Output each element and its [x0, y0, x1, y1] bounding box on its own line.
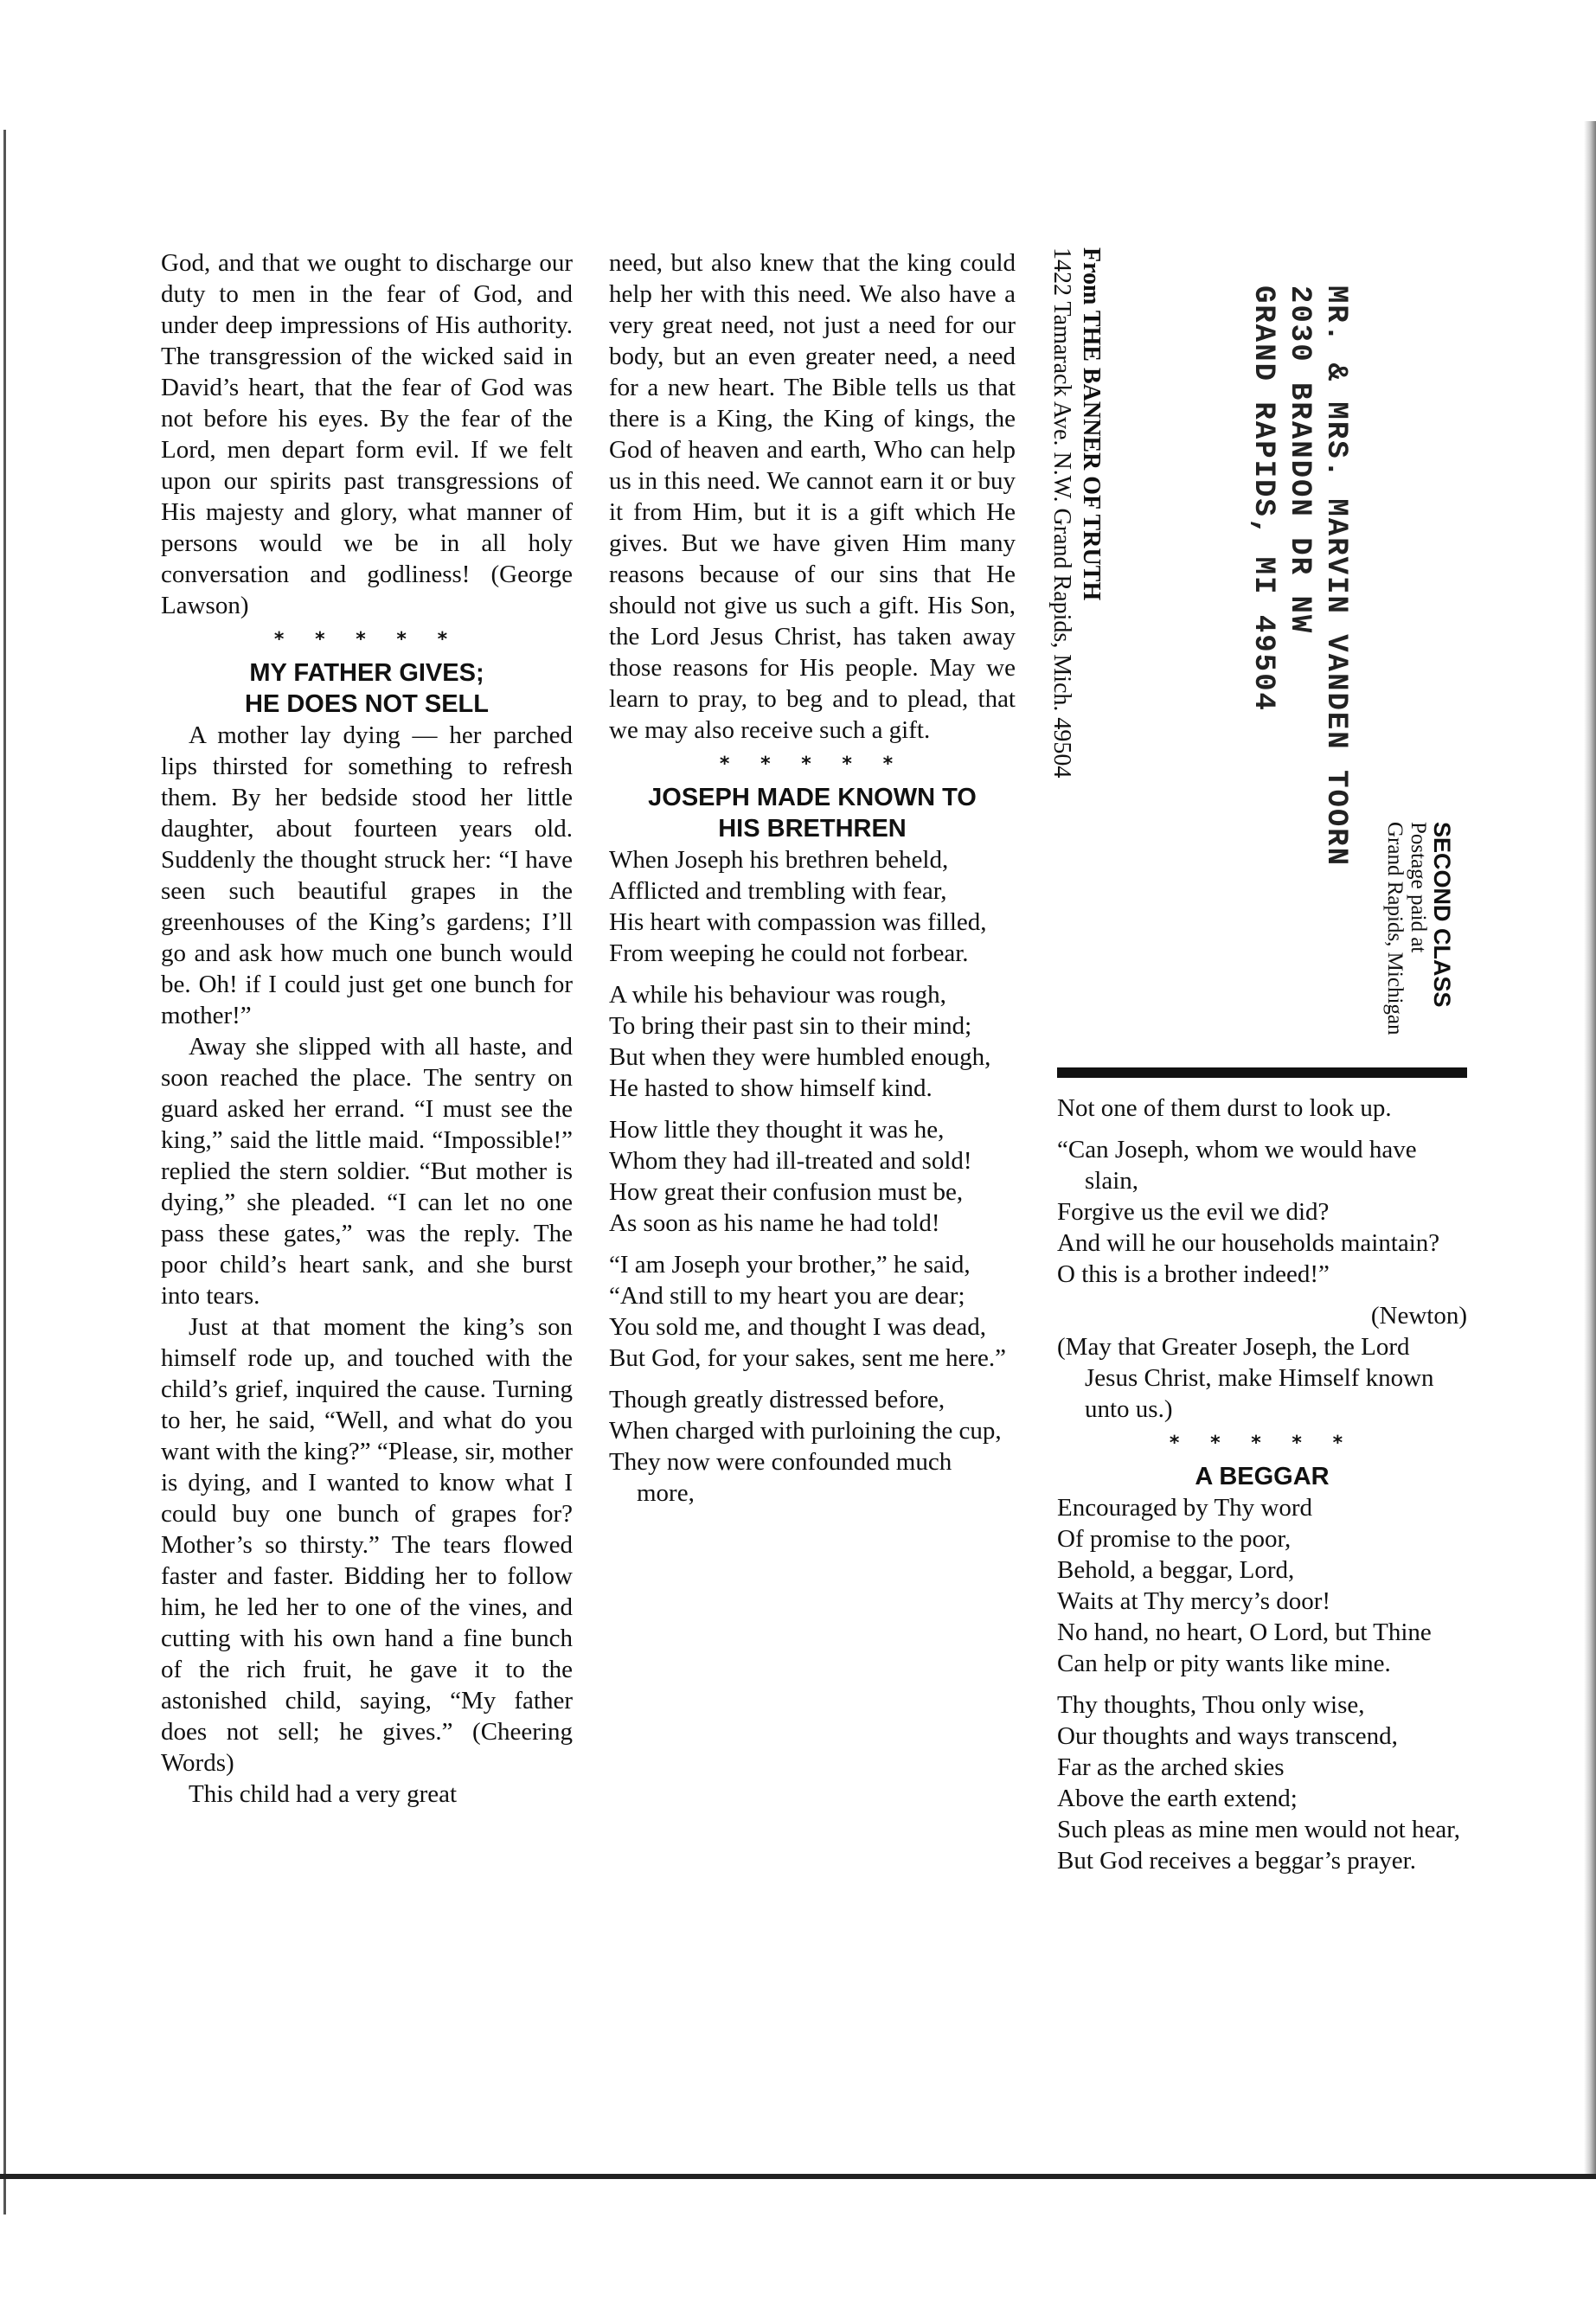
poem-line: Our thoughts and ways transcend, — [1057, 1722, 1398, 1750]
poem-line: Though greatly distressed before, — [609, 1386, 945, 1413]
lawson-paragraph: God, and that we ought to discharge our duty to men in the fear of God, and under deep impressions of His authority. The transgression of the wicked said in David’s heart, that the fear of God was not before his eyes. By the fear of the Lord, men depart form evil. If we felt upon our spirits past transgressions of His majesty and glory, what manner of persons would we be in all holy conversation and godliness! (George Lawson) — [161, 249, 573, 619]
poem-line: But when they were humbled enough, — [609, 1043, 991, 1071]
poem-line: Above the earth extend; — [1057, 1785, 1298, 1812]
poem-line: Can help or pity wants like mine. — [1057, 1650, 1391, 1677]
editorial-note — [1057, 1331, 1467, 1425]
mailing-recipient-label — [1245, 285, 1354, 867]
recipient-street: 2030 BRANDON DR NW — [1283, 285, 1316, 635]
story-paragraph: A mother lay dying — her parched lips thirsted for something to refresh them. By her bedside stood her little daughter, about fourteen years old. Suddenly the thought struck her: “I have seen such beautiful grapes in the greenhouses of the King’s gardens; I’ll go and ask how much one bunch would be. Oh! if I could just get one bunch for mother!” — [161, 721, 573, 1029]
heading-line-1: MY FATHER GIVES; — [249, 659, 484, 687]
story-paragraph: This child had a very great — [189, 1780, 458, 1808]
poem-stanza — [609, 1384, 1016, 1509]
poem-line: Thy thoughts, Thou only wise, — [1057, 1691, 1365, 1719]
postage-indicia — [1383, 822, 1453, 1035]
poem-line: Whom they had ill-treated and sold! — [609, 1147, 972, 1175]
recipient-name: MR. & MRS. MARVIN VANDEN TOORN — [1319, 285, 1352, 868]
poem-line: “I am Joseph your brother,” he said, — [609, 1251, 971, 1279]
poem-attribution: (Newton) — [1370, 1302, 1467, 1330]
story-paragraph: Just at that moment the king’s son himself rode up, and touched with the child’s grief, inquired the cause. Turning to her, he said, “Well, and what do you want with the king?” “Please, sir, mother is dying, and I wanted to know what I could buy one bunch of grapes for? Mother’s so thirsty.” The tears flowed faster and faster. Bidding her to follow him, he led her to one of the vines, and cutting with his own hand a fine bunch of the rich fruit, he gave it to the astonished child, saying, “My father does not sell; he gives.” (Cheering Words) — [161, 1313, 573, 1777]
poem-line: Behold, a beggar, Lord, — [1057, 1556, 1295, 1584]
postage-class: SECOND CLASS — [1429, 822, 1455, 1008]
poem-line: They now were confounded much more, — [609, 1448, 952, 1507]
poem-line: O this is a brother indeed!” — [1057, 1260, 1330, 1288]
heading-line-1: JOSEPH MADE KNOWN TO — [648, 784, 977, 811]
poem-line: “Can Joseph, whom we would have slain, — [1057, 1136, 1417, 1195]
poem-line: Afflicted and trembling with fear, — [609, 877, 947, 905]
page-left-edge — [3, 130, 6, 2214]
poem-line: From weeping he could not forbear. — [609, 939, 969, 967]
postage-line: Postage paid at — [1407, 822, 1430, 953]
poem-line: But God, for your sakes, sent me here.” — [609, 1344, 1007, 1372]
heading-joseph — [609, 782, 1016, 844]
column-middle — [609, 247, 1016, 1519]
section-divider-stars: * * * * * — [1169, 1433, 1356, 1454]
recipient-city: GRAND RAPIDS, MI 49504 — [1247, 285, 1279, 712]
poem-stanza — [1057, 1134, 1467, 1290]
column-right — [1057, 1093, 1467, 1887]
poem-line: When Joseph his brethren beheld, — [609, 846, 949, 874]
postage-city: Grand Rapids, Michigan — [1383, 822, 1407, 1035]
poem-line: Not one of them durst to look up. — [1057, 1094, 1392, 1122]
scan-margin-top — [0, 0, 1596, 121]
poem-stanza — [609, 1249, 1016, 1374]
poem-stanza — [609, 979, 1016, 1104]
poem-line: When charged with purloining the cup, — [609, 1417, 1002, 1445]
poem-line: A while his behaviour was rough, — [609, 981, 946, 1009]
poem-stanza — [609, 844, 1016, 969]
section-divider-stars: * * * * * — [273, 629, 460, 651]
poem-line: “And still to my heart you are dear; — [609, 1282, 965, 1310]
poem-line: No hand, no heart, O Lord, but Thine — [1057, 1618, 1432, 1646]
poem-line: Encouraged by Thy word — [1057, 1494, 1313, 1522]
poem-line: Of promise to the poor, — [1057, 1525, 1292, 1553]
poem-line: As soon as his name he had told! — [609, 1209, 940, 1237]
poem-line: To bring their past sin to their mind; — [609, 1012, 972, 1040]
publisher-address: 1422 Tamarack Ave. N.W. Grand Rapids, Mich. 49504 — [1048, 247, 1075, 779]
poem-line: You sold me, and thought I was dead, — [609, 1313, 987, 1341]
poem-stanza — [1057, 1492, 1467, 1679]
poem-line: How great their confusion must be, — [609, 1178, 964, 1206]
publisher-name: From THE BANNER OF TRUTH — [1078, 247, 1105, 601]
poem-line: His heart with compassion was filled, — [609, 908, 987, 936]
heading-line-2: HIS BRETHREN — [718, 815, 907, 843]
poem-line: Waits at Thy mercy’s door! — [1057, 1587, 1331, 1615]
heading-my-father-gives — [161, 657, 573, 720]
heading-line-2: HE DOES NOT SELL — [245, 690, 489, 718]
page-right-edge-shadow — [1584, 121, 1596, 2176]
poem-stanza — [1057, 1689, 1467, 1876]
mailing-divider-rule — [1057, 1067, 1467, 1078]
story-continuation-paragraph: need, but also knew that the king could help her with this need. We also have a very great need, not just a need for our body, but an even greater need, a need for a new heart. The Bible tells us that there is a King, the King of kings, the God of heaven and earth, Who can help us in this need. We cannot earn it or buy it from Him, but it is a gift which He gives. But we have given Him many reasons because of our sins that He should not give us such a gift. His Son, the Lord Jesus Christ, has taken away those reasons for His people. May we learn to pray, to beg and to plead, that we may also receive such a gift. — [609, 249, 1016, 744]
story-paragraph: Away she slipped with all haste, and soon reached the place. The sentry on guard asked her errand. “I must see the king,” said the little maid. “Impossible!” replied the stern soldier. “But mother is dying,” she pleaded. “I can let no one pass these gates,” was the reply. The poor child’s heart sank, and she burst into tears. — [161, 1033, 573, 1310]
poem-line: How little they thought it was he, — [609, 1116, 945, 1144]
poem-line: Such pleas as mine men would not hear, — [1057, 1816, 1460, 1843]
poem-line: Forgive us the evil we did? — [1057, 1198, 1330, 1226]
poem-stanza — [609, 1114, 1016, 1239]
poem-stanza — [1057, 1093, 1467, 1124]
note-text: (May that Greater Joseph, the Lord Jesus Christ, make Himself known unto us.) — [1057, 1333, 1434, 1423]
poem-line: Far as the arched skies — [1057, 1753, 1285, 1781]
poem-line: But God receives a beggar’s prayer. — [1057, 1847, 1416, 1875]
column-left — [161, 247, 573, 1810]
heading-a-beggar: A BEGGAR — [1195, 1463, 1330, 1490]
poem-line: He hasted to show himself kind. — [609, 1074, 933, 1102]
poem-line: And will he our households maintain? — [1057, 1229, 1440, 1257]
page-bottom-edge — [0, 2174, 1596, 2179]
mailing-return-address — [1047, 247, 1106, 853]
section-divider-stars: * * * * * — [719, 753, 906, 775]
